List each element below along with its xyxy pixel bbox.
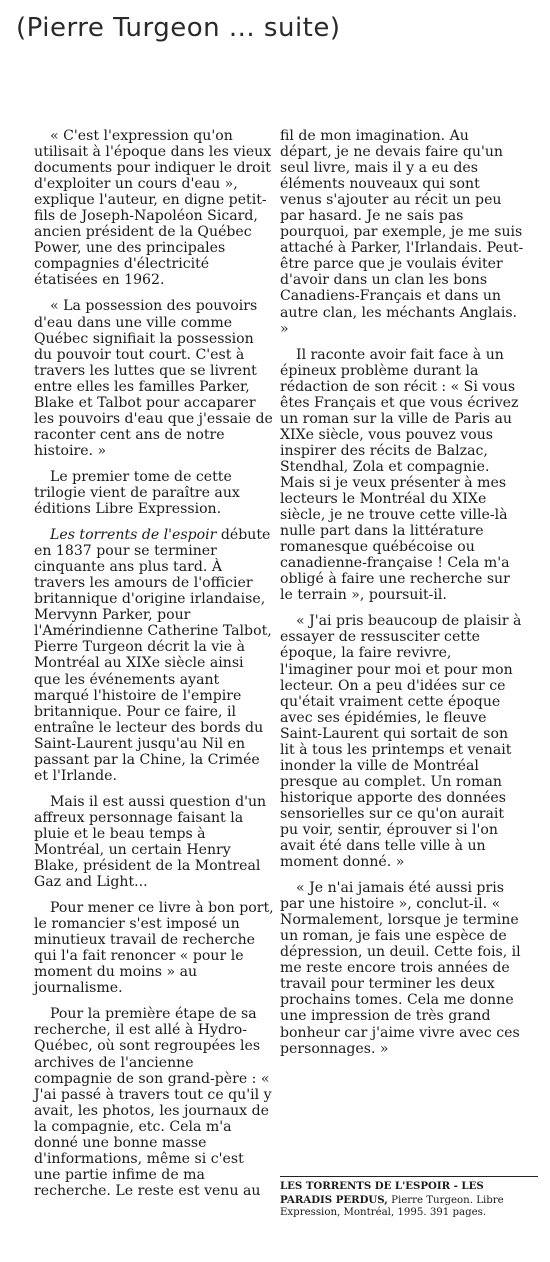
handwritten-note	[14, 0, 374, 50]
paragraph: Pour mener ce livre à bon port, le romancier s'est imposé un minutieux travail de recherche qui l'a fait renoncer « pour le moment du moins » au journalisme.	[34, 900, 274, 997]
book-reference	[280, 1176, 538, 1220]
article-column-left	[34, 128, 274, 1209]
paragraph: Le premier tome de cette trilogie vient de paraître aux éditions Libre Expression.	[34, 468, 240, 518]
book-reference-title: LES TORRENTS DE L'ESPOIR - LES PARADIS PERDUS,	[280, 1180, 484, 1206]
paragraph: Les torrents de l'espoir débute en 1837 pour se terminer cinquante ans plus tard. À travers les amours de l'officier britannique d'origine irlandaise, Mervynn Parker, pour l'Amérindienne Catherine Talbot, Pierre Turgeon décrit la vie à Montréal au XIXe siècle ainsi que les événements ayant marqué l'histoire de l'empire britannique. Pour ce faire, il entraîne le lecteur des bords du Saint-Laurent jusqu'au Nil en passant par la Chine, la Crimée et l'Irlande.	[34, 527, 272, 784]
paragraph: Il raconte avoir fait face à un épineux problème durant la rédaction de son récit : « Si vous êtes Français et que vous écrivez un roman sur la ville de Paris au XIXe siècle, vous pouvez vous inspirer des récits de Balzac, Stendhal, Zola et compagnie. Mais si je veux présenter à mes lecteurs le Montréal du XIXe siècle, je ne trouve cette ville-là nulle part dans la littérature romanesque québécoise ou canadienne-française ! Cela m'a obligé à faire une recherche sur le terrain », poursuit-il.	[280, 346, 519, 604]
paragraph: Pour la première étape de sa recherche, il est allé à Hydro-Québec, où sont regroupées les archives de l'ancienne compagnie de son grand-père : « J'ai passé à travers tout ce qu'il y avait, les photos, les journaux de la compagnie, etc. Cela m'a donné une bonne masse d'informations, même si c'est une partie infime de ma recherche. Le reste est venu au	[34, 1006, 272, 1199]
paragraph: « Je n'ai jamais été aussi pris par une histoire », conclut-il. « Normalement, lorsque je termine un roman, je fais une espèce de dépression, un deuil. Cette fois, il me reste encore trois années de travail pour terminer les deux prochains tomes. Cela me donne une impression de très grand bonheur car j'aime vivre avec ces personnages. »	[280, 880, 521, 1057]
book-reference-details: Pierre Turgeon. Libre Expression, Montréal, 1995. 391 pages.	[280, 1194, 504, 1219]
paragraph: « C'est l'expression qu'on utilisait à l'époque dans les vieux documents pour indiquer le droit d'exploiter un cours d'eau », explique l'auteur, en digne petit-fils de Joseph-Napoléon Sicard, ancien président de la Québec Power, une des principales compagnies d'électricité étatisées en 1962.	[34, 128, 272, 289]
paragraph: « La possession des pouvoirs d'eau dans une ville comme Québec signifiait la possession du pouvoir tout court. C'est à travers les luttes que se livrent entre elles les familles Parker, Blake et Talbot pour accaparer les pouvoirs d'eau que j'essaie de raconter cent ans de notre histoire. »	[34, 298, 273, 459]
paragraph: Mais il est aussi question d'un affreux personnage faisant la pluie et le beau temps à Montréal, un certain Henry Blake, président de la Montreal Gaz and Light...	[34, 793, 267, 891]
paragraph: « J'ai pris beaucoup de plaisir à essayer de ressusciter cette époque, la faire revivre, l'imaginer pour moi et pour mon lecteur. On a peu d'idées sur ce qu'était vraiment cette époque avec ses épidémies, le fleuve Saint-Laurent qui sortait de son lit à tous les printemps et venait inonder la ville de Montréal presque au complet. Un roman historique apporte des données sensorielles sur ce qu'on aurait pu voir, sentir, éprouver si l'on avait été dans telle ville à un moment donné. »	[280, 613, 522, 871]
book-title-italic: Les torrents de l'espoir	[50, 527, 217, 544]
article-column-right	[280, 128, 524, 1067]
paragraph: fil de mon imagination. Au départ, je ne devais faire qu'un seul livre, mais il y a eu des éléments nouveaux qui sont venus s'ajouter au récit un peu par hasard. Je ne sais pas pourquoi, par exemple, je me suis attaché à Parker, l'Irlandais. Peut-être parce que je voulais éviter d'avoir dans un clan les bons Canadiens-Français et dans un autre clan, les méchants Anglais. »	[280, 128, 524, 337]
handwritten-note-text: (Pierre Turgeon ... suite)	[16, 13, 341, 43]
